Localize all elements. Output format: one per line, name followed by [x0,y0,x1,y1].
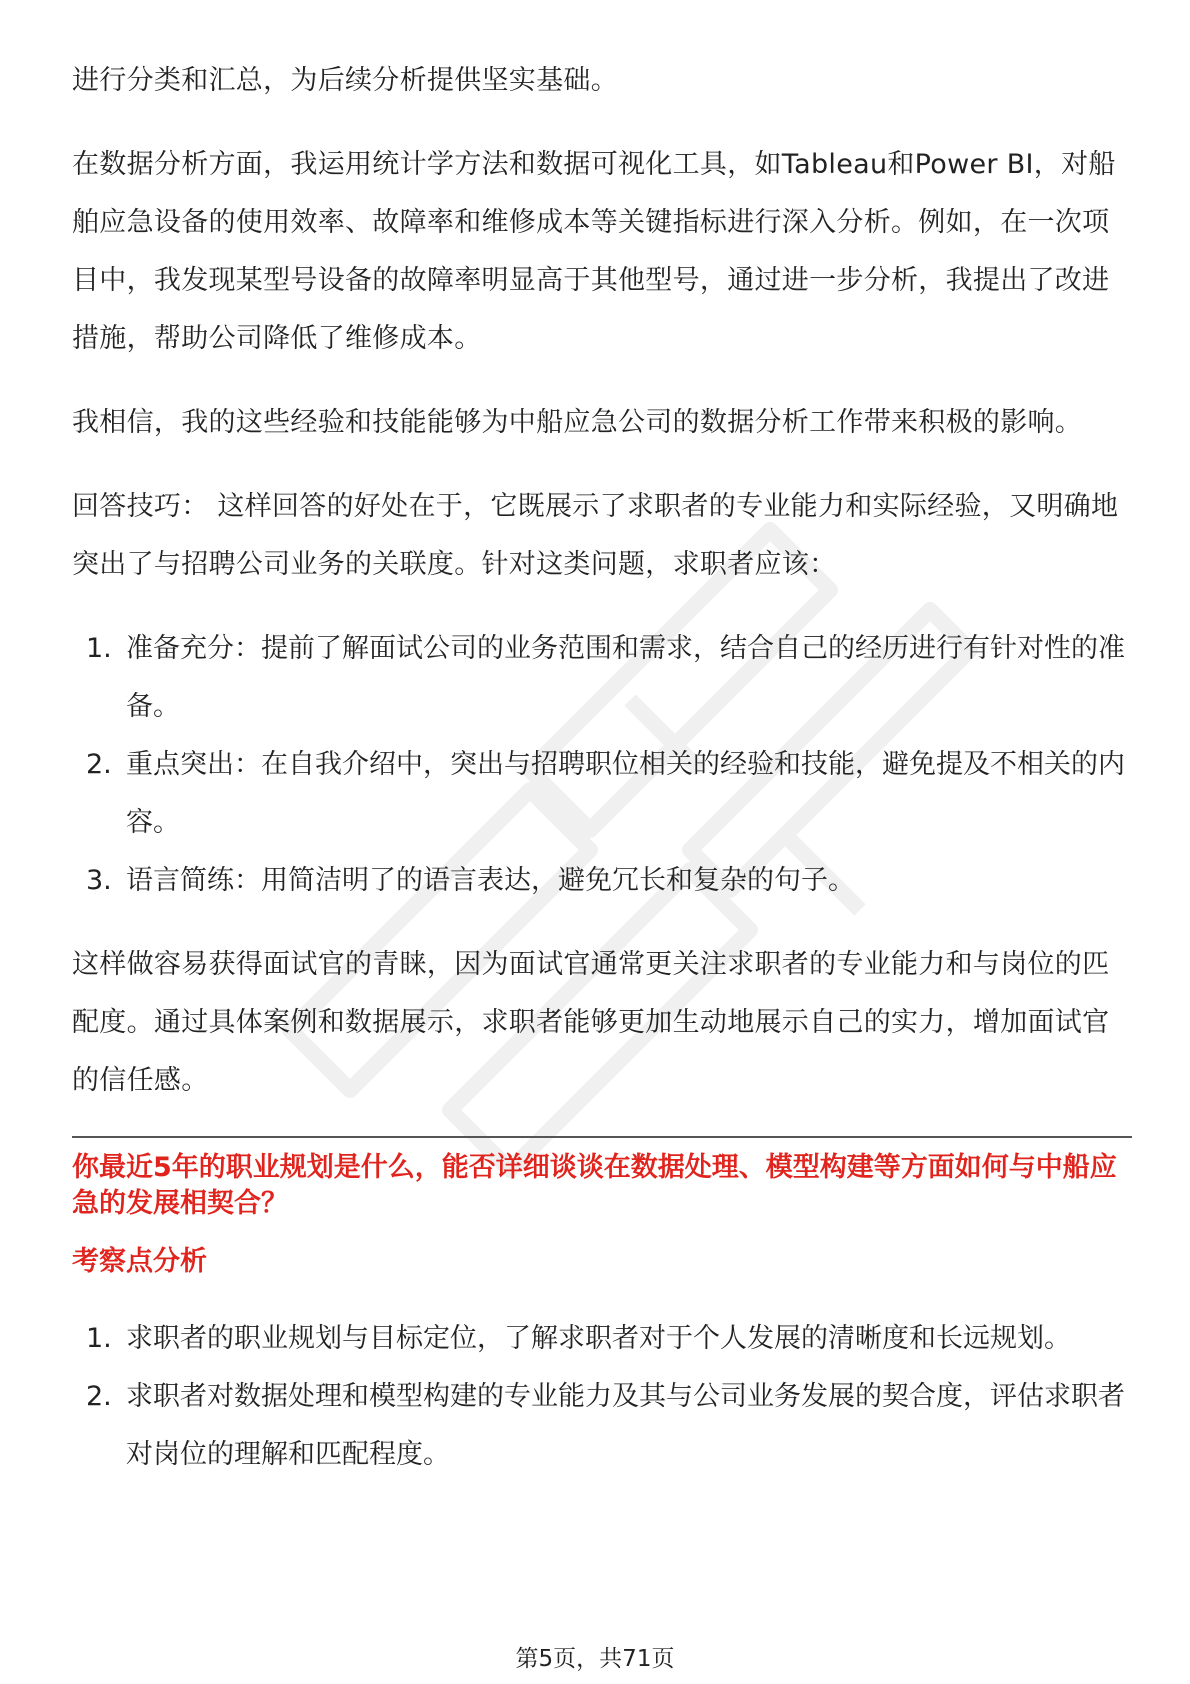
paragraph-summary: 这样做容易获得面试官的青睐，因为面试官通常更关注求职者的专业能力和与岗位的匹配度。通过具体案例和数据展示，求职者能够更加生动地展示自己的实力，增加面试官的信任感。 [72,949,1110,1096]
paragraph-answer-tips: 回答技巧： 这样回答的好处在于，它既展示了求职者的专业能力和实际经验，又明确地突出了与招聘公司业务的关联度。针对这类问题，求职者应该： [72,491,1119,580]
list-number: 1. [86,633,112,664]
list-number: 2. [86,749,112,780]
interview-question: 你最近5年的职业规划是什么，能否详细谈谈在数据处理、模型构建等方面如何与中船应急的发展相契合？ [72,1152,1117,1219]
analysis-list [72,1310,1132,1484]
list-text: 求职者对数据处理和模型构建的专业能力及其与公司业务发展的契合度，评估求职者对岗位的理解和匹配程度。 [126,1381,1125,1470]
document-page [72,52,1132,1510]
list-number: 3. [86,865,112,896]
list-number: 2. [86,1381,112,1412]
paragraph-belief: 我相信，我的这些经验和技能能够为中船应急公司的数据分析工作带来积极的影响。 [72,407,1083,438]
tips-list [72,620,1132,910]
analysis-heading: 考察点分析 [72,1246,207,1277]
list-text: 语言简练：用简洁明了的语言表达，避免冗长和复杂的句子。 [126,865,855,896]
list-text: 准备充分：提前了解面试公司的业务范围和需求，结合自己的经历进行有针对性的准备。 [126,633,1125,722]
list-item [72,736,1132,852]
section-divider [72,1136,1132,1138]
list-text: 重点突出：在自我介绍中，突出与招聘职位相关的经验和技能，避免提及不相关的内容。 [126,749,1125,838]
list-item [72,1368,1132,1484]
list-number: 1. [86,1323,112,1354]
paragraph-data-analysis: 在数据分析方面，我运用统计学方法和数据可视化工具，如Tableau和Power BI，对船舶应急设备的使用效率、故障率和维修成本等关键指标进行深入分析。例如，在一次项目中，我发现某型号设备的故障率明显高于其他型号，通过进一步分析，我提出了改进措施，帮助公司降低了维修成本。 [72,149,1116,354]
list-item [72,852,1132,910]
list-text: 求职者的职业规划与目标定位，了解求职者对于个人发展的清晰度和长远规划。 [126,1323,1071,1354]
page-footer: 第5页，共71页 [515,1646,675,1672]
paragraph-continuation: 进行分类和汇总，为后续分析提供坚实基础。 [72,65,618,96]
list-item [72,620,1132,736]
list-item [72,1310,1132,1368]
